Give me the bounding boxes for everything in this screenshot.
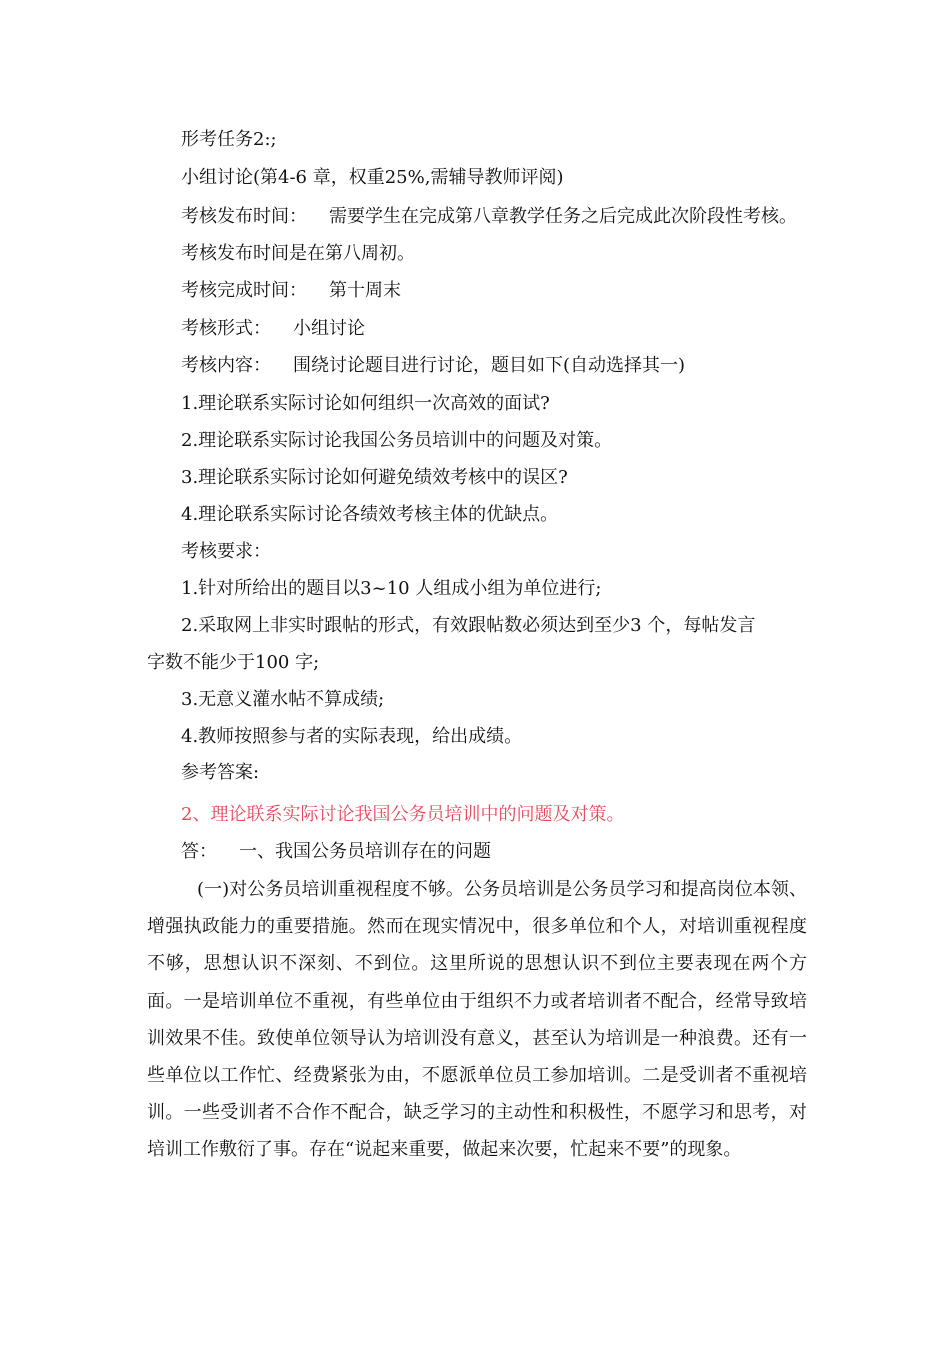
answer-prefix: 答： — [181, 841, 217, 862]
completion-time-value: 第十周末 — [329, 280, 401, 301]
release-time-row — [181, 205, 797, 229]
assessment-content-row — [181, 354, 685, 378]
reference-answer-label: 参考答案: — [181, 762, 260, 783]
answer-paragraph: (一)对公务员培训重视程度不够。公务员培训是公务员学习和提高岗位本领、增强执政能力的重要措施。然而在现实情况中，很多单位和个人，对培训重视程度不够，思想认识不深刻、不到位。这里所说的思想认识不到位主要表现在两个方面。一是培训单位不重视，有些单位由于组织不力或者培训者不配合，经常导致培训效果不佳。致使单位领导认为培训没有意义，甚至认为培训是一种浪费。还有一些单位以工作忙、经费紧张为由，不愿派单位员工参加培训。二是受训者不重视培训。一些受训者不合作不配合，缺乏学习的主动性和积极性，不愿学习和思考，对培训工作敷衍了事。存在“说起来重要，做起来次要，忙起来不要”的现象。 — [147, 879, 807, 1161]
release-time-value: 需要学生在完成第八章教学任务之后完成此次阶段性考核。 — [329, 206, 797, 227]
topic-item: 4.理论联系实际讨论各绩效考核主体的优缺点。 — [181, 504, 559, 525]
completion-time-label: 考核完成时间： — [181, 280, 307, 301]
requirement-item: 4.教师按照参与者的实际表现，给出成绩。 — [181, 726, 523, 747]
requirement-item: 3.无意义灌水帖不算成绩; — [181, 689, 385, 710]
assessment-form-value: 小组讨论 — [293, 318, 365, 339]
task-title: 形考任务2:; — [181, 129, 277, 150]
topic-item: 1.理论联系实际讨论如何组织一次高效的面试? — [181, 393, 550, 414]
answer-section-title: 一、我国公务员培训存在的问题 — [239, 841, 491, 862]
release-time-continuation: 考核发布时间是在第八周初。 — [181, 243, 415, 264]
requirements-label: 考核要求： — [181, 541, 271, 562]
answer-topic-heading: 2、理论联系实际讨论我国公务员培训中的问题及对策。 — [181, 804, 625, 825]
requirement-item-continuation: 字数不能少于100 字; — [147, 652, 320, 673]
topic-item: 2.理论联系实际讨论我国公务员培训中的问题及对策。 — [181, 430, 613, 451]
assessment-content-value: 围绕讨论题目进行讨论，题目如下(自动选择其一) — [293, 355, 686, 376]
task-subtitle: 小组讨论(第4-6 章，权重25%,需辅导教师评阅) — [181, 167, 564, 188]
completion-time-row — [181, 279, 401, 303]
assessment-form-label: 考核形式： — [181, 318, 271, 339]
requirement-item: 2.采取网上非实时跟帖的形式，有效跟帖数必须达到至少3 个，每帖发言 — [181, 615, 756, 636]
assessment-form-row — [181, 317, 365, 341]
topic-item: 3.理论联系实际讨论如何避免绩效考核中的误区? — [181, 467, 568, 488]
requirement-item: 1.针对所给出的题目以3~10 人组成小组为单位进行; — [181, 578, 602, 599]
release-time-label: 考核发布时间： — [181, 206, 307, 227]
assessment-content-label: 考核内容： — [181, 355, 271, 376]
answer-section-heading — [181, 840, 491, 864]
